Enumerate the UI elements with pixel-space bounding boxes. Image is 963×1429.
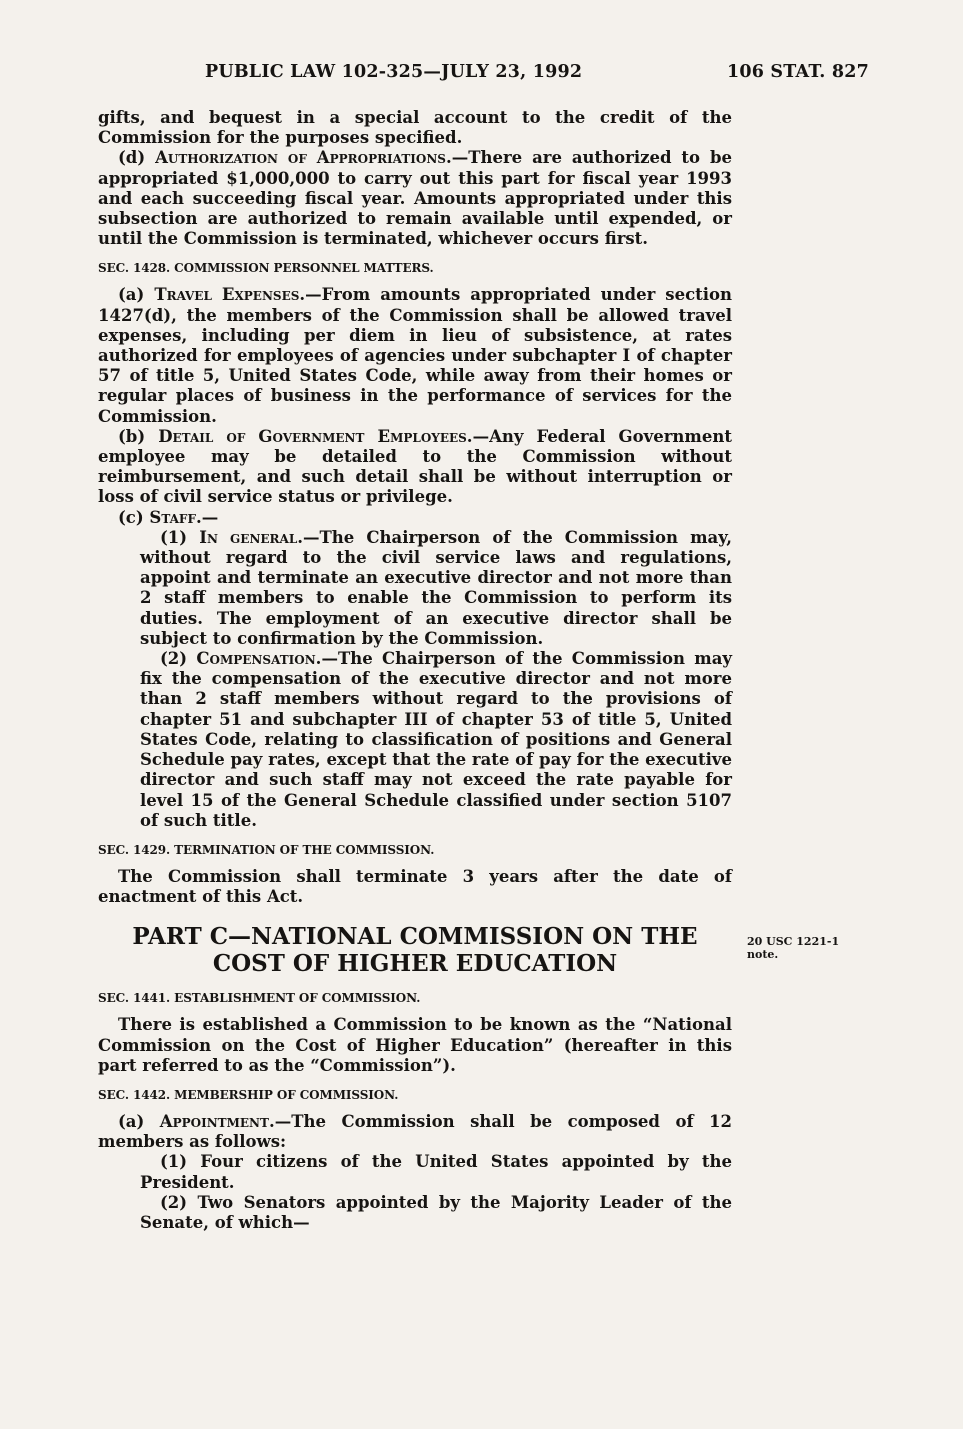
header-title: PUBLIC LAW 102-325—JULY 23, 1992 xyxy=(205,62,583,82)
label: (a) xyxy=(118,285,145,305)
subsection-heading: Compensation. xyxy=(196,649,322,669)
subsection-heading: Travel Expenses. xyxy=(154,285,306,305)
paragraph-travel-expenses xyxy=(98,285,732,426)
document-body xyxy=(98,108,732,1233)
paragraph-termination: The Commission shall terminate 3 years after the date of enactment of this Act. xyxy=(98,866,732,907)
paragraph-text: —The Chairperson of the Commission may, without regard to the civil service laws and regulations, appoint and terminate an executive director and not more than 2 staff members to enable the Commission to perform its duties. The employment of an executive director shall be subject to confirmation by the Commission. xyxy=(140,527,733,648)
subsection-heading: Staff. xyxy=(149,507,202,527)
paragraph-four-citizens: (1) Four citizens of the United States appointed by the President. xyxy=(140,1152,732,1192)
margin-note xyxy=(747,935,839,961)
paragraph-two-senators: (2) Two Senators appointed by the Majority Leader of the Senate, of which— xyxy=(140,1192,732,1232)
paragraph-detail-employees xyxy=(98,427,732,508)
paragraph-text: —The Chairperson of the Commission may fix the compensation of the executive director and not more than 2 staff members without regard to the provisions of chapter 51 and subchapter III of chapter 53 of title 5, United States Code, relating to classification of positions and General Schedule pay rates, except that the rate of pay for the executive director and such staff may not exceed the rate payable for level 15 of the General Schedule classified under section 5107 of such title. xyxy=(140,649,732,830)
paragraph-text: —From amounts appropriated under section 1427(d), the members of the Commission shall be allowed travel expenses, including per diem in lieu of subsistence, at rates authorized for employees of agencies under subchapter I of chapter 57 of title 5, United States Code, while away from their homes or regular places of business in the performance of services for the Commission. xyxy=(98,285,733,426)
paragraph-staff-general xyxy=(98,528,732,649)
subsection-heading: Appointment. xyxy=(159,1111,275,1131)
subsection-heading: Detail of Government Employees. xyxy=(158,426,473,446)
paragraph-text: —There are authorized to be appropriated $1,000,000 to carry out this part for fiscal year 1993 and each succeeding fiscal year. Amounts appropriated under this subsection are authorized to remain available until expended, or until the Commission is terminated, whichever occurs first. xyxy=(98,148,732,249)
section-heading-1442: SEC. 1442. MEMBERSHIP OF COMMISSION. xyxy=(98,1087,399,1102)
label: (2) xyxy=(160,649,188,669)
paragraph-authorization xyxy=(98,148,732,249)
label: (d) xyxy=(118,148,146,168)
paragraph-gifts: gifts, and bequest in a special account to the credit of the Commission for the purposes specified. xyxy=(98,108,732,148)
label: (b) xyxy=(118,426,146,446)
page-header xyxy=(205,62,869,82)
subsection-heading: In general. xyxy=(199,527,304,547)
part-c-heading xyxy=(98,923,732,977)
paragraph-text: — xyxy=(201,507,219,527)
margin-note-citation: 20 USC 1221-1 xyxy=(747,935,840,948)
part-c-line-2: COST OF HIGHER EDUCATION xyxy=(212,950,618,978)
section-heading-1428: SEC. 1428. COMMISSION PERSONNEL MATTERS. xyxy=(98,261,434,276)
paragraph-staff xyxy=(98,508,732,528)
part-c-line-1: PART C—NATIONAL COMMISSION ON THE xyxy=(132,923,698,951)
section-heading-1441: SEC. 1441. ESTABLISHMENT OF COMMISSION. xyxy=(98,991,421,1006)
label: (c) xyxy=(118,507,144,527)
subsection-heading: Authorization of Appropriations. xyxy=(155,148,452,168)
paragraph-staff-compensation xyxy=(98,649,732,831)
header-stat-page: 106 STAT. 827 xyxy=(726,62,869,82)
paragraph-establishment: There is established a Commission to be known as the “National Commission on the Cost of Higher Education” (hereafter in this part referred to as the “Commission”). xyxy=(98,1015,732,1075)
paragraph-text: —Any Federal Government employee may be detailed to the Commission without reimbursement, and such detail shall be without interruption or loss of civil service status or privilege. xyxy=(98,426,732,507)
paragraph-appointment xyxy=(98,1112,732,1152)
margin-note-label: note. xyxy=(747,948,779,961)
paragraph-text: —The Commission shall be composed of 12 members as follows: xyxy=(98,1111,732,1152)
section-heading-1429: SEC. 1429. TERMINATION OF THE COMMISSION. xyxy=(98,842,435,857)
label: (a) xyxy=(118,1111,145,1131)
label: (1) xyxy=(160,527,188,547)
